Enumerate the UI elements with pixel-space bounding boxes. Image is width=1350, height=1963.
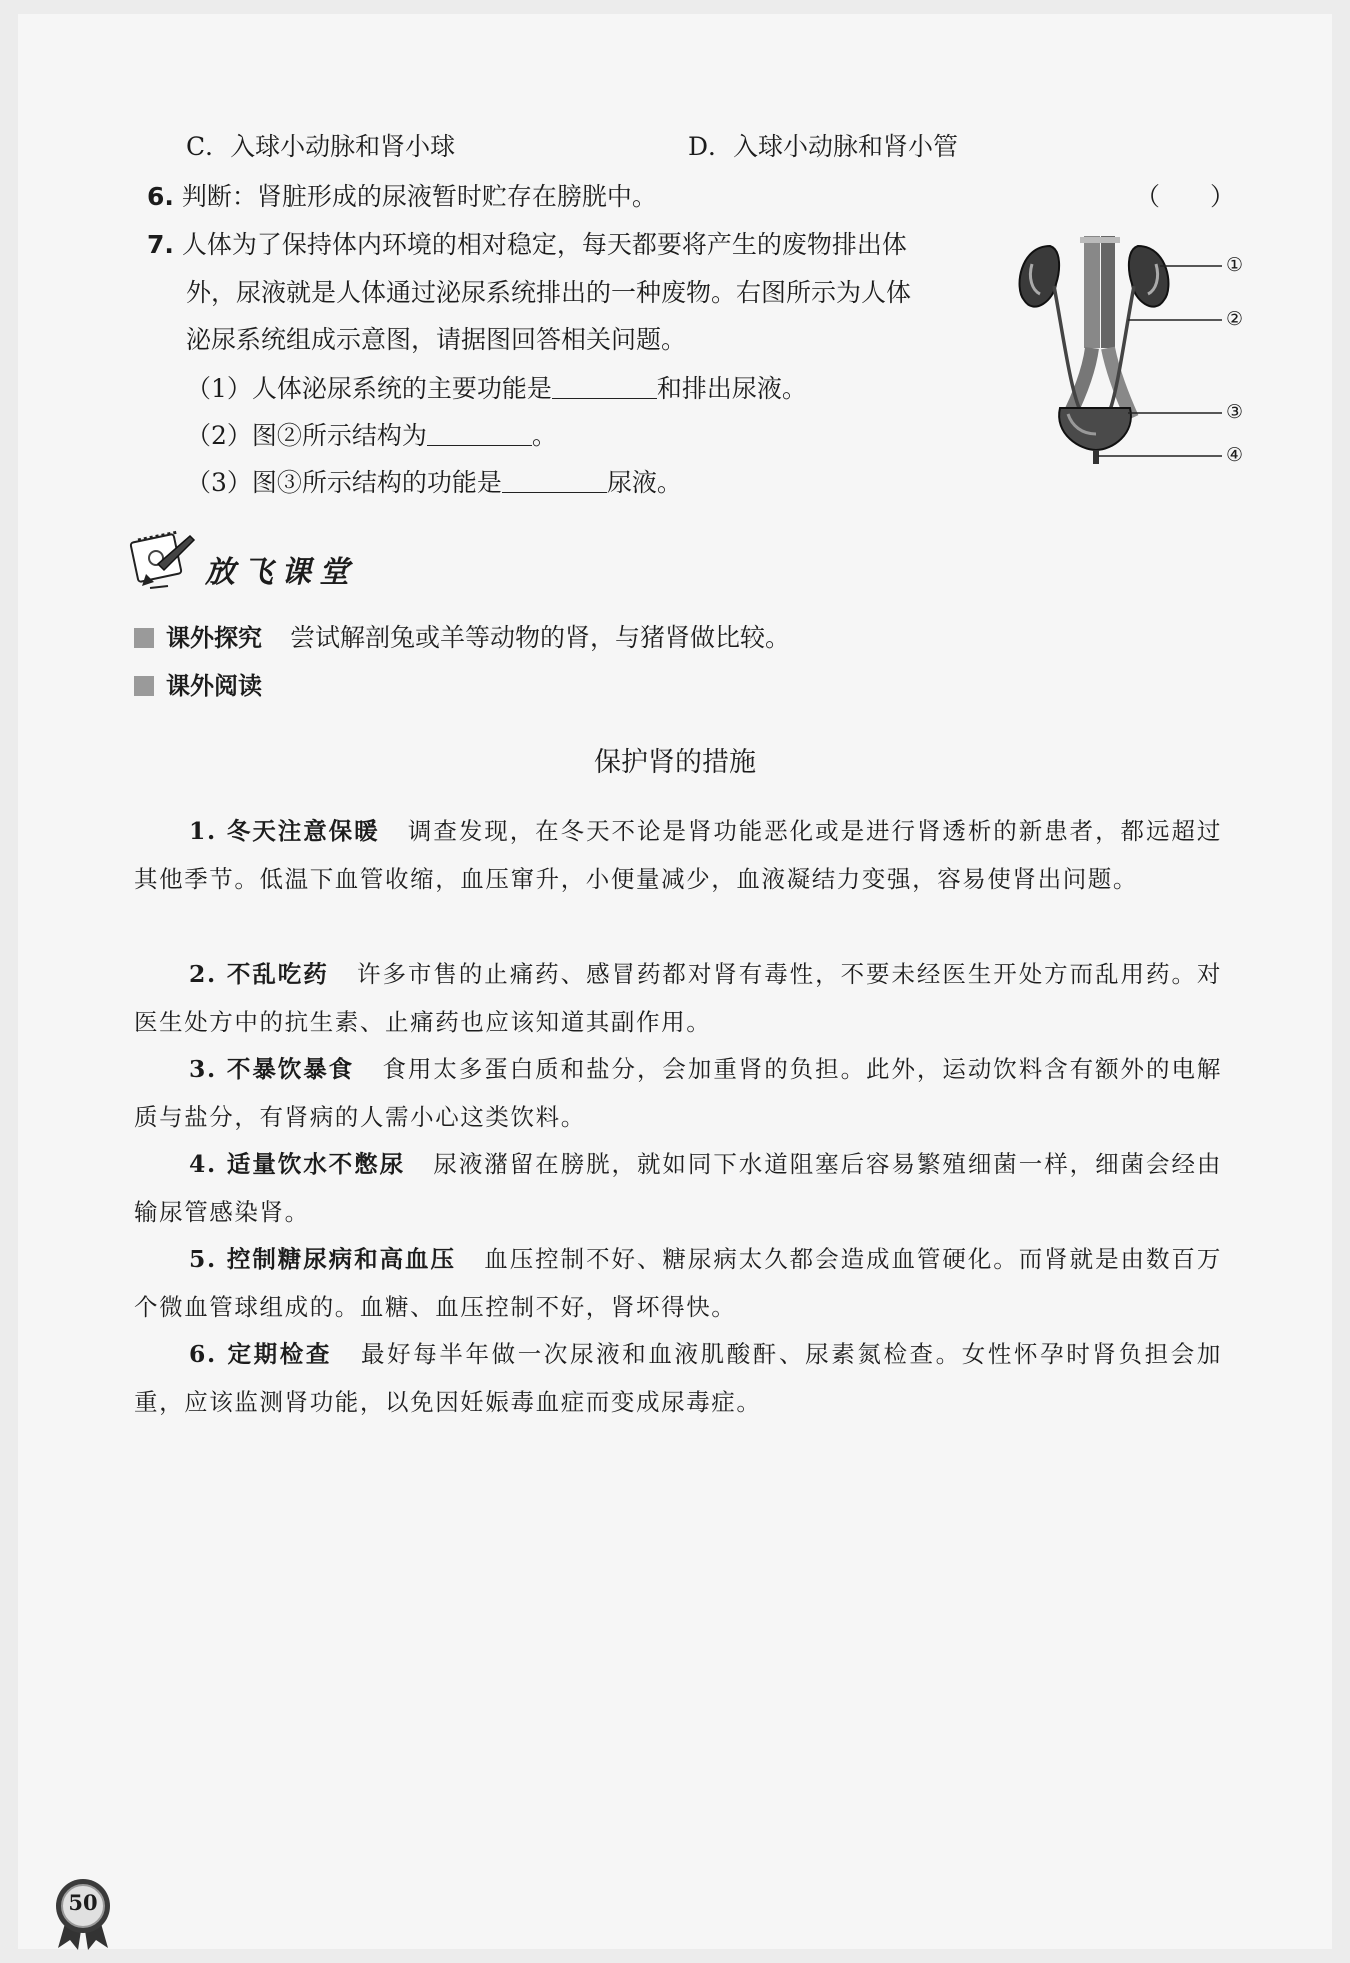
question-7-line-2: 外，尿液就是人体通过泌尿系统排出的一种废物。右图所示为人体 — [186, 278, 912, 307]
article-item-1 — [134, 808, 1222, 903]
figure-label-4: ④ — [1226, 444, 1244, 466]
option-d: D．入球小动脉和肾小管 — [688, 132, 959, 161]
question-6 — [147, 182, 657, 212]
article-item-4 — [134, 1141, 1222, 1236]
urinary-system-figure — [1010, 228, 1250, 473]
answer-blank-3[interactable] — [502, 470, 607, 493]
article-item-3-body: 食用太多蛋白质和盐分，会加重肾的负担。此外，运动饮料含有额外的电解质与盐分，有肾病的人需小心这类饮料。 — [134, 1055, 1222, 1131]
article-item-6 — [134, 1331, 1222, 1426]
sub-question-2-suffix: 。 — [531, 421, 557, 450]
sub-question-3-suffix: 尿液。 — [606, 468, 682, 497]
question-7-line-3: 泌尿系统组成示意图，请据图回答相关问题。 — [186, 325, 687, 354]
sub-question-2-text: （2）图②所示结构为 — [186, 421, 427, 450]
article-item-1-body: 调查发现，在冬天不论是肾功能恶化或是进行肾透析的新患者，都远超过其他季节。低温下血管收缩，血压窜升，小便量减少，血液凝结力变强，容易使肾出问题。 — [134, 817, 1222, 893]
article-item-3-heading: 3. 不暴饮暴食 — [189, 1055, 355, 1083]
article-item-4-body: 尿液潴留在膀胱，就如同下水道阻塞后容易繁殖细菌一样，细菌会经由输尿管感染肾。 — [134, 1150, 1222, 1226]
option-c: C．入球小动脉和肾小球 — [186, 132, 456, 161]
answer-brackets: （ ） — [1135, 182, 1236, 211]
answer-blank-2[interactable] — [427, 423, 532, 446]
sub-question-3 — [186, 468, 682, 498]
question-6-number: 6. — [147, 182, 174, 211]
section-square-icon — [134, 628, 154, 648]
sub-question-3-text: （3）图③所示结构的功能是 — [186, 468, 502, 497]
article-item-5-heading: 5. 控制糖尿病和高血压 — [189, 1245, 456, 1273]
answer-blank-1[interactable] — [552, 376, 657, 399]
figure-label-3: ③ — [1226, 401, 1244, 423]
question-7 — [147, 230, 907, 260]
page-number-badge — [52, 1878, 114, 1950]
figure-label-1: ① — [1226, 254, 1244, 276]
extra-explore-row — [134, 622, 790, 654]
page-number: 50 — [68, 1890, 98, 1915]
extra-reading-row — [134, 670, 262, 702]
notebook-pencil-icon — [128, 528, 198, 598]
figure-label-2: ② — [1226, 308, 1244, 330]
urinary-system-drawing — [1010, 228, 1250, 473]
sub-question-1-suffix: 和排出尿液。 — [656, 374, 807, 403]
explore-label: 课外探究 — [166, 624, 262, 652]
reading-label: 课外阅读 — [166, 672, 262, 700]
question-7-line-1: 人体为了保持体内环境的相对稳定，每天都要将产生的废物排出体 — [181, 230, 907, 259]
question-6-text: 判断：肾脏形成的尿液暂时贮存在膀胱中。 — [181, 182, 657, 211]
article-item-6-body: 最好每半年做一次尿液和血液肌酸酐、尿素氮检查。女性怀孕时肾负担会加重，应该监测肾功能，以免因妊娠毒血症而变成尿毒症。 — [134, 1340, 1222, 1416]
article-item-5-body: 血压控制不好、糖尿病太久都会造成血管硬化。而肾就是由数百万个微血管球组成的。血糖、血压控制不好，肾坏得快。 — [134, 1245, 1222, 1321]
article-item-4-heading: 4. 适量饮水不憋尿 — [189, 1150, 406, 1178]
article-item-6-heading: 6. 定期检查 — [189, 1340, 333, 1368]
question-7-number: 7. — [147, 230, 174, 259]
article-item-2-heading: 2. 不乱吃药 — [189, 960, 329, 988]
sub-question-1-text: （1）人体泌尿系统的主要功能是 — [186, 374, 552, 403]
banner-title: 放飞课堂 — [205, 555, 357, 590]
section-square-icon — [134, 676, 154, 696]
article-item-2 — [134, 951, 1222, 1046]
sub-question-1 — [186, 374, 807, 404]
article-item-5 — [134, 1236, 1222, 1331]
explore-text: 尝试解剖兔或羊等动物的肾，与猪肾做比较。 — [290, 623, 791, 652]
article-item-2-body: 许多市售的止痛药、感冒药都对肾有毒性，不要未经医生开处方而乱用药。对医生处方中的抗生素、止痛药也应该知道其副作用。 — [134, 960, 1222, 1036]
article-item-1-heading: 1. 冬天注意保暖 — [189, 817, 380, 845]
article-item-3 — [134, 1046, 1222, 1141]
sub-question-2 — [186, 421, 557, 451]
article-title: 保护肾的措施 — [594, 747, 756, 778]
